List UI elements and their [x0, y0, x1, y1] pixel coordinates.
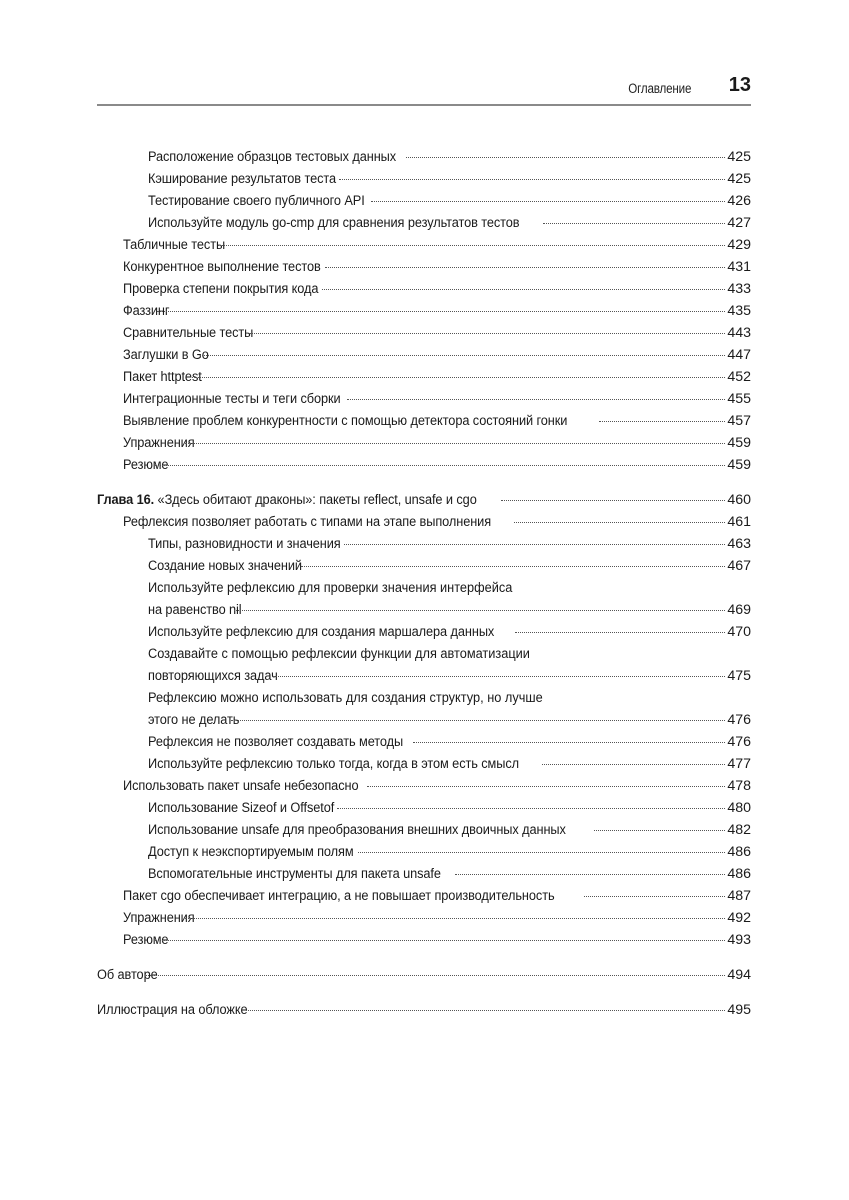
toc-entry-page: 475 [727, 668, 751, 684]
toc-entry[interactable] [97, 278, 751, 300]
dot-leader [501, 499, 725, 501]
toc-entry[interactable] [97, 819, 751, 841]
toc-entry-title: Используйте рефлексию для создания маршалера данных [148, 624, 495, 640]
dot-leader [185, 917, 726, 919]
toc-entry-title: Конкурентное выполнение тестов [123, 259, 321, 275]
toc-entry[interactable] [97, 212, 751, 234]
toc-entry-page: 482 [727, 822, 751, 838]
dot-leader [155, 464, 725, 466]
dot-leader [371, 200, 726, 202]
dot-leader [406, 156, 726, 158]
toc-entry-page: 493 [727, 932, 751, 948]
dot-leader [146, 974, 725, 976]
toc-entry-title: этого не делать [148, 712, 240, 728]
toc-entry-title: Использование unsafe для преобразования внешних двоичных данных [148, 822, 566, 838]
toc-entry-title: Резюме [123, 932, 169, 948]
toc-entry-title: Создание новых значений [148, 558, 302, 574]
toc-entry[interactable] [97, 687, 751, 731]
toc-entry-page: 459 [727, 435, 751, 451]
toc-entry-title: Рефлексия не позволяет создавать методы [148, 734, 404, 750]
toc-entry[interactable] [97, 929, 751, 951]
toc-entry-page: 469 [727, 602, 751, 618]
dot-leader [274, 675, 725, 677]
running-header [97, 74, 751, 106]
dot-leader [514, 521, 725, 523]
toc-entry-page: 431 [727, 259, 751, 275]
toc-entry[interactable] [97, 731, 751, 753]
toc-entry-title: Интеграционные тесты и теги сборки [123, 391, 341, 407]
table-of-contents [97, 146, 751, 1021]
toc-entry[interactable] [97, 841, 751, 863]
toc-entry[interactable] [97, 797, 751, 819]
toc-entry[interactable] [97, 168, 751, 190]
toc-entry[interactable] [97, 533, 751, 555]
toc-entry[interactable] [97, 454, 751, 476]
toc-entry[interactable] [97, 753, 751, 775]
dot-leader [155, 939, 725, 941]
dot-leader [157, 310, 726, 312]
dot-leader [200, 354, 725, 356]
dot-leader [367, 785, 726, 787]
running-header-title: Оглавление [627, 81, 691, 96]
toc-entry[interactable] [97, 190, 751, 212]
toc-entry[interactable] [97, 577, 751, 621]
dot-leader [337, 807, 725, 809]
toc-entry-page: 427 [727, 215, 751, 231]
dot-leader [347, 398, 726, 400]
dot-leader [358, 851, 725, 853]
toc-entry-page: 426 [727, 193, 751, 209]
dot-leader [250, 332, 726, 334]
toc-entry[interactable] [97, 863, 751, 885]
toc-entry[interactable] [97, 410, 751, 432]
toc-entry-title: Используйте модуль go-cmp для сравнения результатов тестов [148, 215, 520, 231]
toc-entry[interactable] [97, 885, 751, 907]
dot-leader [231, 719, 725, 721]
toc-entry-page: 459 [727, 457, 751, 473]
toc-entry-page: 487 [727, 888, 751, 904]
toc-entry-title: Расположение образцов тестовых данных [148, 149, 397, 165]
dot-leader [543, 222, 726, 224]
toc-entry-page: 461 [727, 514, 751, 530]
dot-leader [185, 442, 726, 444]
toc-entry[interactable] [97, 366, 751, 388]
toc-entry-page: 486 [727, 866, 751, 882]
toc-entry[interactable] [97, 234, 751, 256]
toc-entry-page: 470 [727, 624, 751, 640]
dot-leader [594, 829, 725, 831]
toc-entry-title: «Здесь обитают драконы»: пакеты reflect, unsafe и cgo [157, 492, 477, 508]
toc-entry-title: Проверка степени покрытия кода [123, 281, 319, 297]
toc-entry-title-line1: Используйте рефлексию для проверки значения интерфейса [148, 580, 513, 596]
toc-entry-title: Сравнительные тесты [123, 325, 254, 341]
toc-entry-page: 467 [727, 558, 751, 574]
toc-entry-title: Упражнения [123, 910, 195, 926]
toc-entry-title: Тестирование своего публичного API [148, 193, 365, 209]
toc-entry-page: 494 [727, 967, 751, 983]
toc-entry-page: 452 [727, 369, 751, 385]
dot-leader [301, 565, 725, 567]
toc-entry[interactable] [97, 256, 751, 278]
toc-entry-title: Вспомогательные инструменты для пакета unsafe [148, 866, 441, 882]
toc-entry-title: Доступ к неэкспортируемым полям [148, 844, 354, 860]
toc-entry-title: на равенство nil [148, 602, 242, 618]
toc-entry-page: 486 [727, 844, 751, 860]
toc-entry-page: 495 [727, 1002, 751, 1018]
toc-entry-title: Фаззинг [123, 303, 170, 319]
toc-entry-page: 476 [727, 734, 751, 750]
toc-entry-title: Иллюстрация на обложке [97, 1002, 248, 1018]
toc-entry[interactable] [97, 643, 751, 687]
dot-leader [344, 543, 725, 545]
dot-leader [515, 631, 726, 633]
toc-chapter-entry[interactable] [97, 489, 751, 511]
toc-entry-title: Использовать пакет unsafe небезопасно [123, 778, 359, 794]
toc-entry[interactable] [97, 432, 751, 454]
toc-entry[interactable] [97, 555, 751, 577]
dot-leader [455, 873, 725, 875]
toc-entry[interactable] [97, 907, 751, 929]
toc-entry[interactable] [97, 621, 751, 643]
toc-entry-title: Заглушки в Go [123, 347, 209, 363]
toc-entry-page: 460 [727, 492, 751, 508]
toc-entry-title: Табличные тесты [123, 237, 226, 253]
toc-entry-page: 478 [727, 778, 751, 794]
toc-entry-title: Об авторе [97, 967, 158, 983]
toc-entry[interactable] [97, 511, 751, 533]
dot-leader [413, 741, 725, 743]
toc-entry-cover-illustration[interactable] [97, 999, 751, 1021]
toc-entry-page: 463 [727, 536, 751, 552]
toc-entry-title: Рефлексия позволяет работать с типами на этапе выполнения [123, 514, 492, 530]
toc-entry-title: повторяющихся задач [148, 668, 278, 684]
toc-entry-page: 480 [727, 800, 751, 816]
toc-entry-title: Используйте рефлексию только тогда, когда в этом есть смысл [148, 756, 519, 772]
toc-entry-page: 457 [727, 413, 751, 429]
toc-entry-page: 433 [727, 281, 751, 297]
toc-entry-page: 477 [727, 756, 751, 772]
toc-entry-about-author[interactable] [97, 964, 751, 986]
toc-entry[interactable] [97, 344, 751, 366]
toc-entry[interactable] [97, 388, 751, 410]
dot-leader [192, 376, 725, 378]
toc-entry-page: 455 [727, 391, 751, 407]
toc-entry-title: Использование Sizeof и Offsetof [148, 800, 335, 816]
dot-leader [322, 288, 725, 290]
dot-leader [584, 895, 725, 897]
toc-entry[interactable] [97, 775, 751, 797]
dot-leader [218, 244, 725, 246]
toc-entry-title: Упражнения [123, 435, 195, 451]
toc-entry-title: Выявление проблем конкурентности с помощью детектора состояний гонки [123, 413, 568, 429]
toc-entry[interactable] [97, 146, 751, 168]
dot-leader [234, 609, 725, 611]
toc-entry-page: 492 [727, 910, 751, 926]
page-number: 13 [728, 74, 751, 96]
toc-entry-page: 476 [727, 712, 751, 728]
toc-entry[interactable] [97, 300, 751, 322]
toc-entry-page: 443 [727, 325, 751, 341]
toc-entry-title-line1: Создавайте с помощью рефлексии функции для автоматизации [148, 646, 530, 662]
toc-entry-title: Пакет httptest [123, 369, 202, 385]
toc-entry-page: 425 [727, 171, 751, 187]
toc-entry-page: 429 [727, 237, 751, 253]
toc-entry-page: 435 [727, 303, 751, 319]
dot-leader [325, 266, 726, 268]
dot-leader [339, 178, 725, 180]
toc-entry-title-line1: Рефлексию можно использовать для создания структур, но лучше [148, 690, 543, 706]
toc-entry-title: Типы, разновидности и значения [148, 536, 341, 552]
toc-entry[interactable] [97, 322, 751, 344]
toc-entry-page: 425 [727, 149, 751, 165]
chapter-number: Глава 16. [97, 492, 155, 508]
dot-leader [246, 1009, 725, 1011]
toc-entry-title: Пакет cgo обеспечивает интеграцию, а не повышает производительность [123, 888, 555, 904]
toc-entry-page: 447 [727, 347, 751, 363]
toc-entry-title: Кэширование результатов теста [148, 171, 337, 187]
dot-leader [542, 763, 725, 765]
dot-leader [599, 420, 726, 422]
toc-entry-title: Резюме [123, 457, 169, 473]
